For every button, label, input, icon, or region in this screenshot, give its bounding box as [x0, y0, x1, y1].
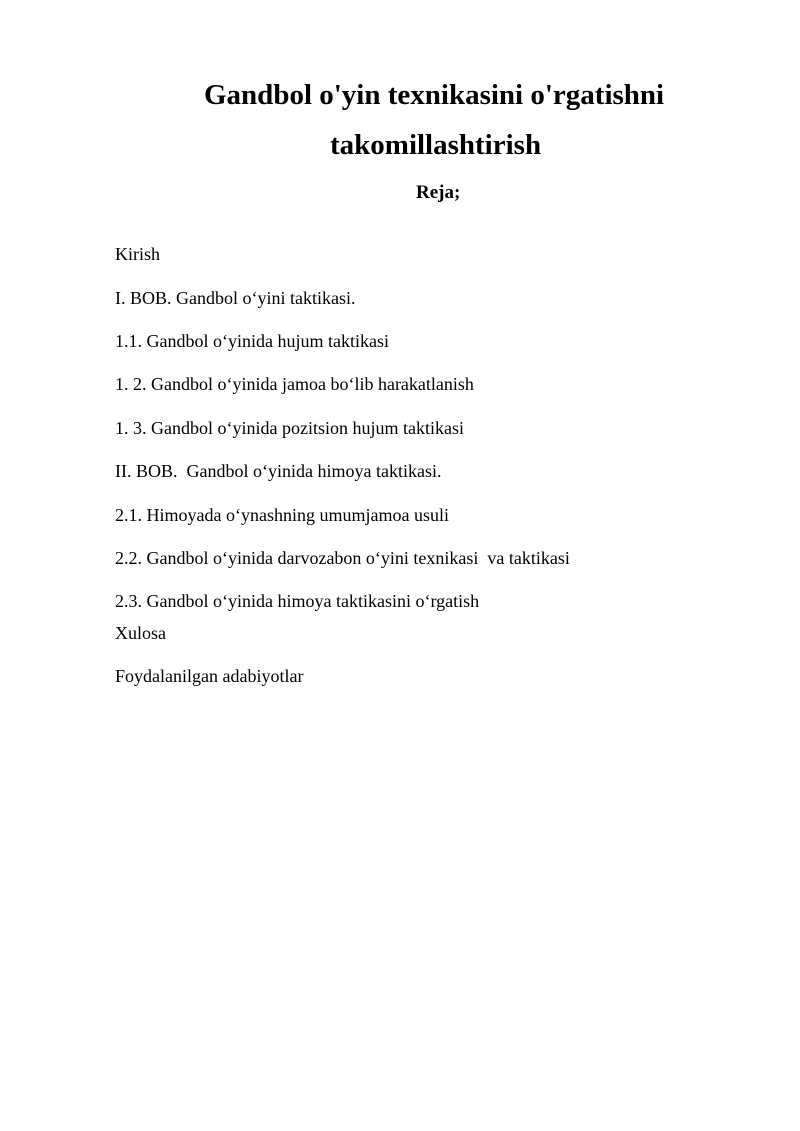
toc-item-1-1: 1.1. Gandbol o‘yinida hujum taktikasi — [115, 331, 389, 351]
toc-item-conclusion: Xulosa — [115, 623, 166, 643]
toc-item-references: Foydalanilgan adabiyotlar — [115, 666, 304, 686]
document-title-line-1: Gandbol o'yin texnikasini o'rgatishni — [204, 79, 665, 111]
toc-item-introduction: Kirish — [115, 244, 160, 264]
toc-item-1-3: 1. 3. Gandbol o‘yinida pozitsion hujum taktikasi — [115, 418, 464, 438]
plan-heading: Reja; — [416, 182, 461, 203]
toc-item-chapter-1: I. BOB. Gandbol o‘yini taktikasi. — [115, 288, 356, 308]
toc-item-1-2: 1. 2. Gandbol o‘yinida jamoa bo‘lib harakatlanish — [115, 374, 474, 394]
document-title-line-2: takomillashtirish — [330, 129, 542, 161]
toc-item-2-1: 2.1. Himoyada o‘ynashning umumjamoa usuli — [115, 505, 449, 525]
toc-item-2-3: 2.3. Gandbol o‘yinida himoya taktikasini o‘rgatish — [115, 591, 480, 611]
toc-item-chapter-2: II. BOB. Gandbol o‘yinida himoya taktikasi. — [115, 461, 442, 481]
toc-item-2-2: 2.2. Gandbol o‘yinida darvozabon o‘yini texnikasi va taktikasi — [115, 548, 570, 568]
